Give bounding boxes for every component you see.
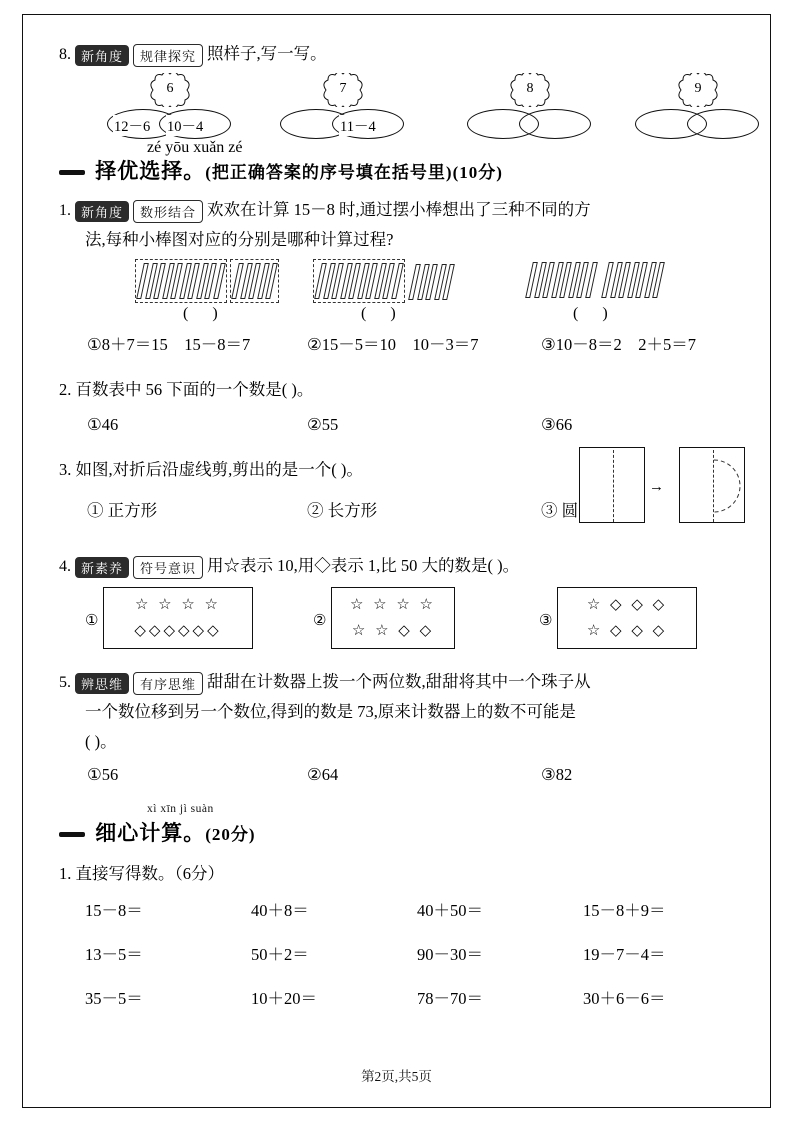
q1-choice-2[interactable]: ②15－5＝10 10－3＝7: [307, 335, 479, 354]
section-2-heading: [59, 139, 749, 191]
s3q1-text: 直接写得数。（6分）: [75, 864, 224, 883]
q5-number: 5.: [59, 674, 71, 691]
flower-icon: [145, 73, 195, 107]
s3q1-line: [59, 859, 749, 889]
q1-number: 1.: [59, 202, 71, 219]
q2-choice-2[interactable]: ②55: [307, 415, 339, 434]
calculation-grid: [59, 897, 749, 1009]
section3-question-1: [59, 859, 749, 1009]
calc-row: [59, 941, 749, 965]
q4-tag-primary: 新素养: [75, 557, 129, 578]
calc-cell[interactable]: 19－7－4＝: [583, 945, 666, 964]
oval-label-right: 11－4: [339, 115, 377, 136]
symbol-row-2: ☆ ◇ ◇ ◇: [586, 623, 668, 639]
q1-text-line2: 法,每种小棒图对应的分别是哪种计算过程?: [85, 230, 394, 249]
fold-dashed-line: [613, 450, 614, 522]
sticks-group-1: [135, 259, 279, 322]
q2-choices: [59, 415, 749, 445]
symbol-row-1: ☆ ☆ ☆ ☆: [134, 597, 222, 613]
q3-choice-2[interactable]: ② 长方形: [307, 501, 378, 520]
oval-label-left: 12－6: [113, 115, 151, 136]
stick-bundle: [313, 259, 405, 303]
section-3-pinyin: xì xīn jì suàn: [147, 803, 214, 815]
q2-choice-1[interactable]: ①46: [87, 415, 119, 434]
stick-loose: [601, 259, 665, 301]
section-2-desc: (把正确答案的序号填在括号里)(10分): [205, 163, 503, 182]
q5-text-line3[interactable]: ( )。: [85, 732, 117, 751]
calc-cell[interactable]: 30＋6－6＝: [583, 989, 666, 1008]
stick-bundle: [230, 259, 279, 303]
question-8-text: 照样子,写一写。: [207, 44, 327, 63]
q4-option-2-label: ②: [313, 613, 327, 629]
q5-tag-secondary: 有序思维: [133, 672, 203, 695]
q4-number: 4.: [59, 558, 71, 575]
q4-option-1-box: [103, 587, 253, 649]
q1-tag-secondary: 数形结合: [133, 200, 203, 223]
page-content: [59, 37, 749, 1029]
semicircle-dashed-icon: [710, 456, 750, 516]
stick-loose: [408, 261, 455, 303]
exam-page: [22, 14, 771, 1108]
q5-choice-2[interactable]: ②64: [307, 765, 339, 784]
q1-line-1: [59, 195, 749, 225]
q2-choice-3[interactable]: ③66: [541, 415, 573, 434]
section-3-heading: [59, 803, 749, 853]
calc-cell[interactable]: 40＋50＝: [417, 901, 483, 920]
flower-number: 7: [339, 81, 347, 96]
section-marker: [59, 170, 85, 175]
answer-oval-right[interactable]: [519, 109, 591, 139]
flower-number: 6: [166, 81, 174, 96]
q1-tag-primary: 新角度: [75, 201, 129, 222]
q1-answer-paren[interactable]: ( ): [573, 305, 618, 322]
flower-group-3: [453, 73, 633, 145]
symbol-row-2: ☆ ☆ ◇ ◇: [351, 623, 435, 639]
folded-paper-after: [679, 447, 745, 523]
section-3-title-row: [59, 817, 256, 847]
sticks-group-2: [313, 259, 455, 322]
q5-choice-3[interactable]: ③82: [541, 765, 573, 784]
calc-cell[interactable]: 35－5＝: [85, 989, 143, 1008]
q1-choice-3[interactable]: ③10－8＝2 2＋5＝7: [541, 335, 697, 354]
flower-icon: [505, 73, 555, 107]
s3q1-number: 1.: [59, 864, 72, 883]
q4-options: [59, 587, 749, 659]
q5-line-1: [59, 667, 749, 697]
symbol-row-1: ☆ ☆ ☆ ☆: [349, 597, 437, 613]
q1-answer-paren[interactable]: ( ): [361, 305, 406, 322]
section2-question-4: [59, 551, 749, 659]
section2-question-1: [59, 195, 749, 255]
section2-question-5: [59, 667, 749, 795]
arrow-icon: →: [649, 479, 664, 495]
calc-cell[interactable]: 40＋8＝: [251, 901, 309, 920]
q5-choice-1[interactable]: ①56: [87, 765, 119, 784]
section-2-title: 择优选择。: [95, 159, 206, 183]
q4-line: [59, 551, 749, 581]
calc-cell[interactable]: 15－8＝: [85, 901, 143, 920]
flower-number: 8: [526, 81, 534, 96]
q1-choice-1[interactable]: ①8＋7＝15 15－8＝7: [87, 335, 251, 354]
calc-cell[interactable]: 50＋2＝: [251, 945, 309, 964]
calc-row: [59, 985, 749, 1009]
flower-group-2: [266, 73, 446, 145]
symbol-row-1: ☆ ◇ ◇ ◇: [586, 597, 668, 613]
page-footer: 第2页,共5页: [361, 1069, 432, 1084]
sticks-group-3: [525, 259, 665, 322]
calc-cell[interactable]: 78－70＝: [417, 989, 483, 1008]
section-3-desc: (20分): [205, 825, 256, 844]
sticks-figure: [59, 259, 749, 329]
calc-row: [59, 897, 749, 921]
q5-text-line1: 甜甜在计数器上拨一个两位数,甜甜将其中一个珠子从: [207, 672, 591, 691]
folded-paper-before: [579, 447, 645, 523]
q2-text: 百数表中 56 下面的一个数是( )。: [75, 380, 314, 399]
section-3-title: 细心计算。: [95, 821, 206, 845]
q3-choice-3[interactable]: ③ 圆: [541, 501, 579, 520]
flower-icon: [318, 73, 368, 107]
flower-group-1: [93, 73, 273, 145]
section2-question-2: [59, 375, 749, 445]
question-8-tag-secondary: 规律探究: [133, 44, 203, 67]
q4-text: 用☆表示 10,用◇表示 1,比 50 大的数是( )。: [207, 556, 520, 575]
q1-answer-paren[interactable]: ( ): [183, 305, 228, 322]
q4-option-2-box: [331, 587, 455, 649]
q3-text: 如图,对折后沿虚线剪,剪出的是一个( )。: [75, 460, 363, 479]
section-marker: [59, 832, 85, 837]
q4-option-1-label: ①: [85, 613, 99, 629]
calc-cell[interactable]: 13－5＝: [85, 945, 143, 964]
section-2-title-row: [59, 155, 503, 185]
flower-icon: [673, 73, 723, 107]
symbol-row-2: ◇◇◇◇◇◇: [134, 623, 222, 639]
oval-label-right: 10－4: [166, 115, 204, 136]
question-8-header: [59, 39, 327, 69]
stick-loose: [525, 259, 598, 301]
q4-tag-secondary: 符号意识: [133, 556, 203, 579]
calc-cell[interactable]: 10＋20＝: [251, 989, 317, 1008]
fold-cut-figure: [579, 447, 749, 529]
q2-line: [59, 375, 749, 405]
q2-number: 2.: [59, 380, 72, 399]
q3-choice-1[interactable]: ① 正方形: [87, 501, 158, 520]
q4-option-3-box: [557, 587, 697, 649]
q5-tag-primary: 辨思维: [75, 673, 129, 694]
question-8: [59, 39, 749, 147]
q3-number: 3.: [59, 460, 72, 479]
calc-cell[interactable]: 90－30＝: [417, 945, 483, 964]
flower-group-4: [621, 73, 793, 145]
section-2-pinyin: zé yōu xuǎn zé: [147, 139, 243, 156]
q5-choices: [59, 765, 749, 795]
answer-oval-right[interactable]: [687, 109, 759, 139]
q5-text-line2: 一个数位移到另一个数位,得到的数是 73,原来计数器上的数不可能是: [85, 702, 576, 721]
question-8-tag-primary: 新角度: [75, 45, 129, 66]
section2-question-3: [59, 455, 749, 527]
question-8-number: 8.: [59, 46, 71, 63]
q1-choices: [59, 331, 749, 361]
calc-cell[interactable]: 15－8＋9＝: [583, 901, 666, 920]
q1-text-line1: 欢欢在计算 15－8 时,通过摆小棒想出了三种不同的方: [207, 200, 591, 219]
stick-bundle: [135, 259, 227, 303]
flower-number: 9: [694, 81, 702, 96]
q4-option-3-label: ③: [539, 613, 553, 629]
